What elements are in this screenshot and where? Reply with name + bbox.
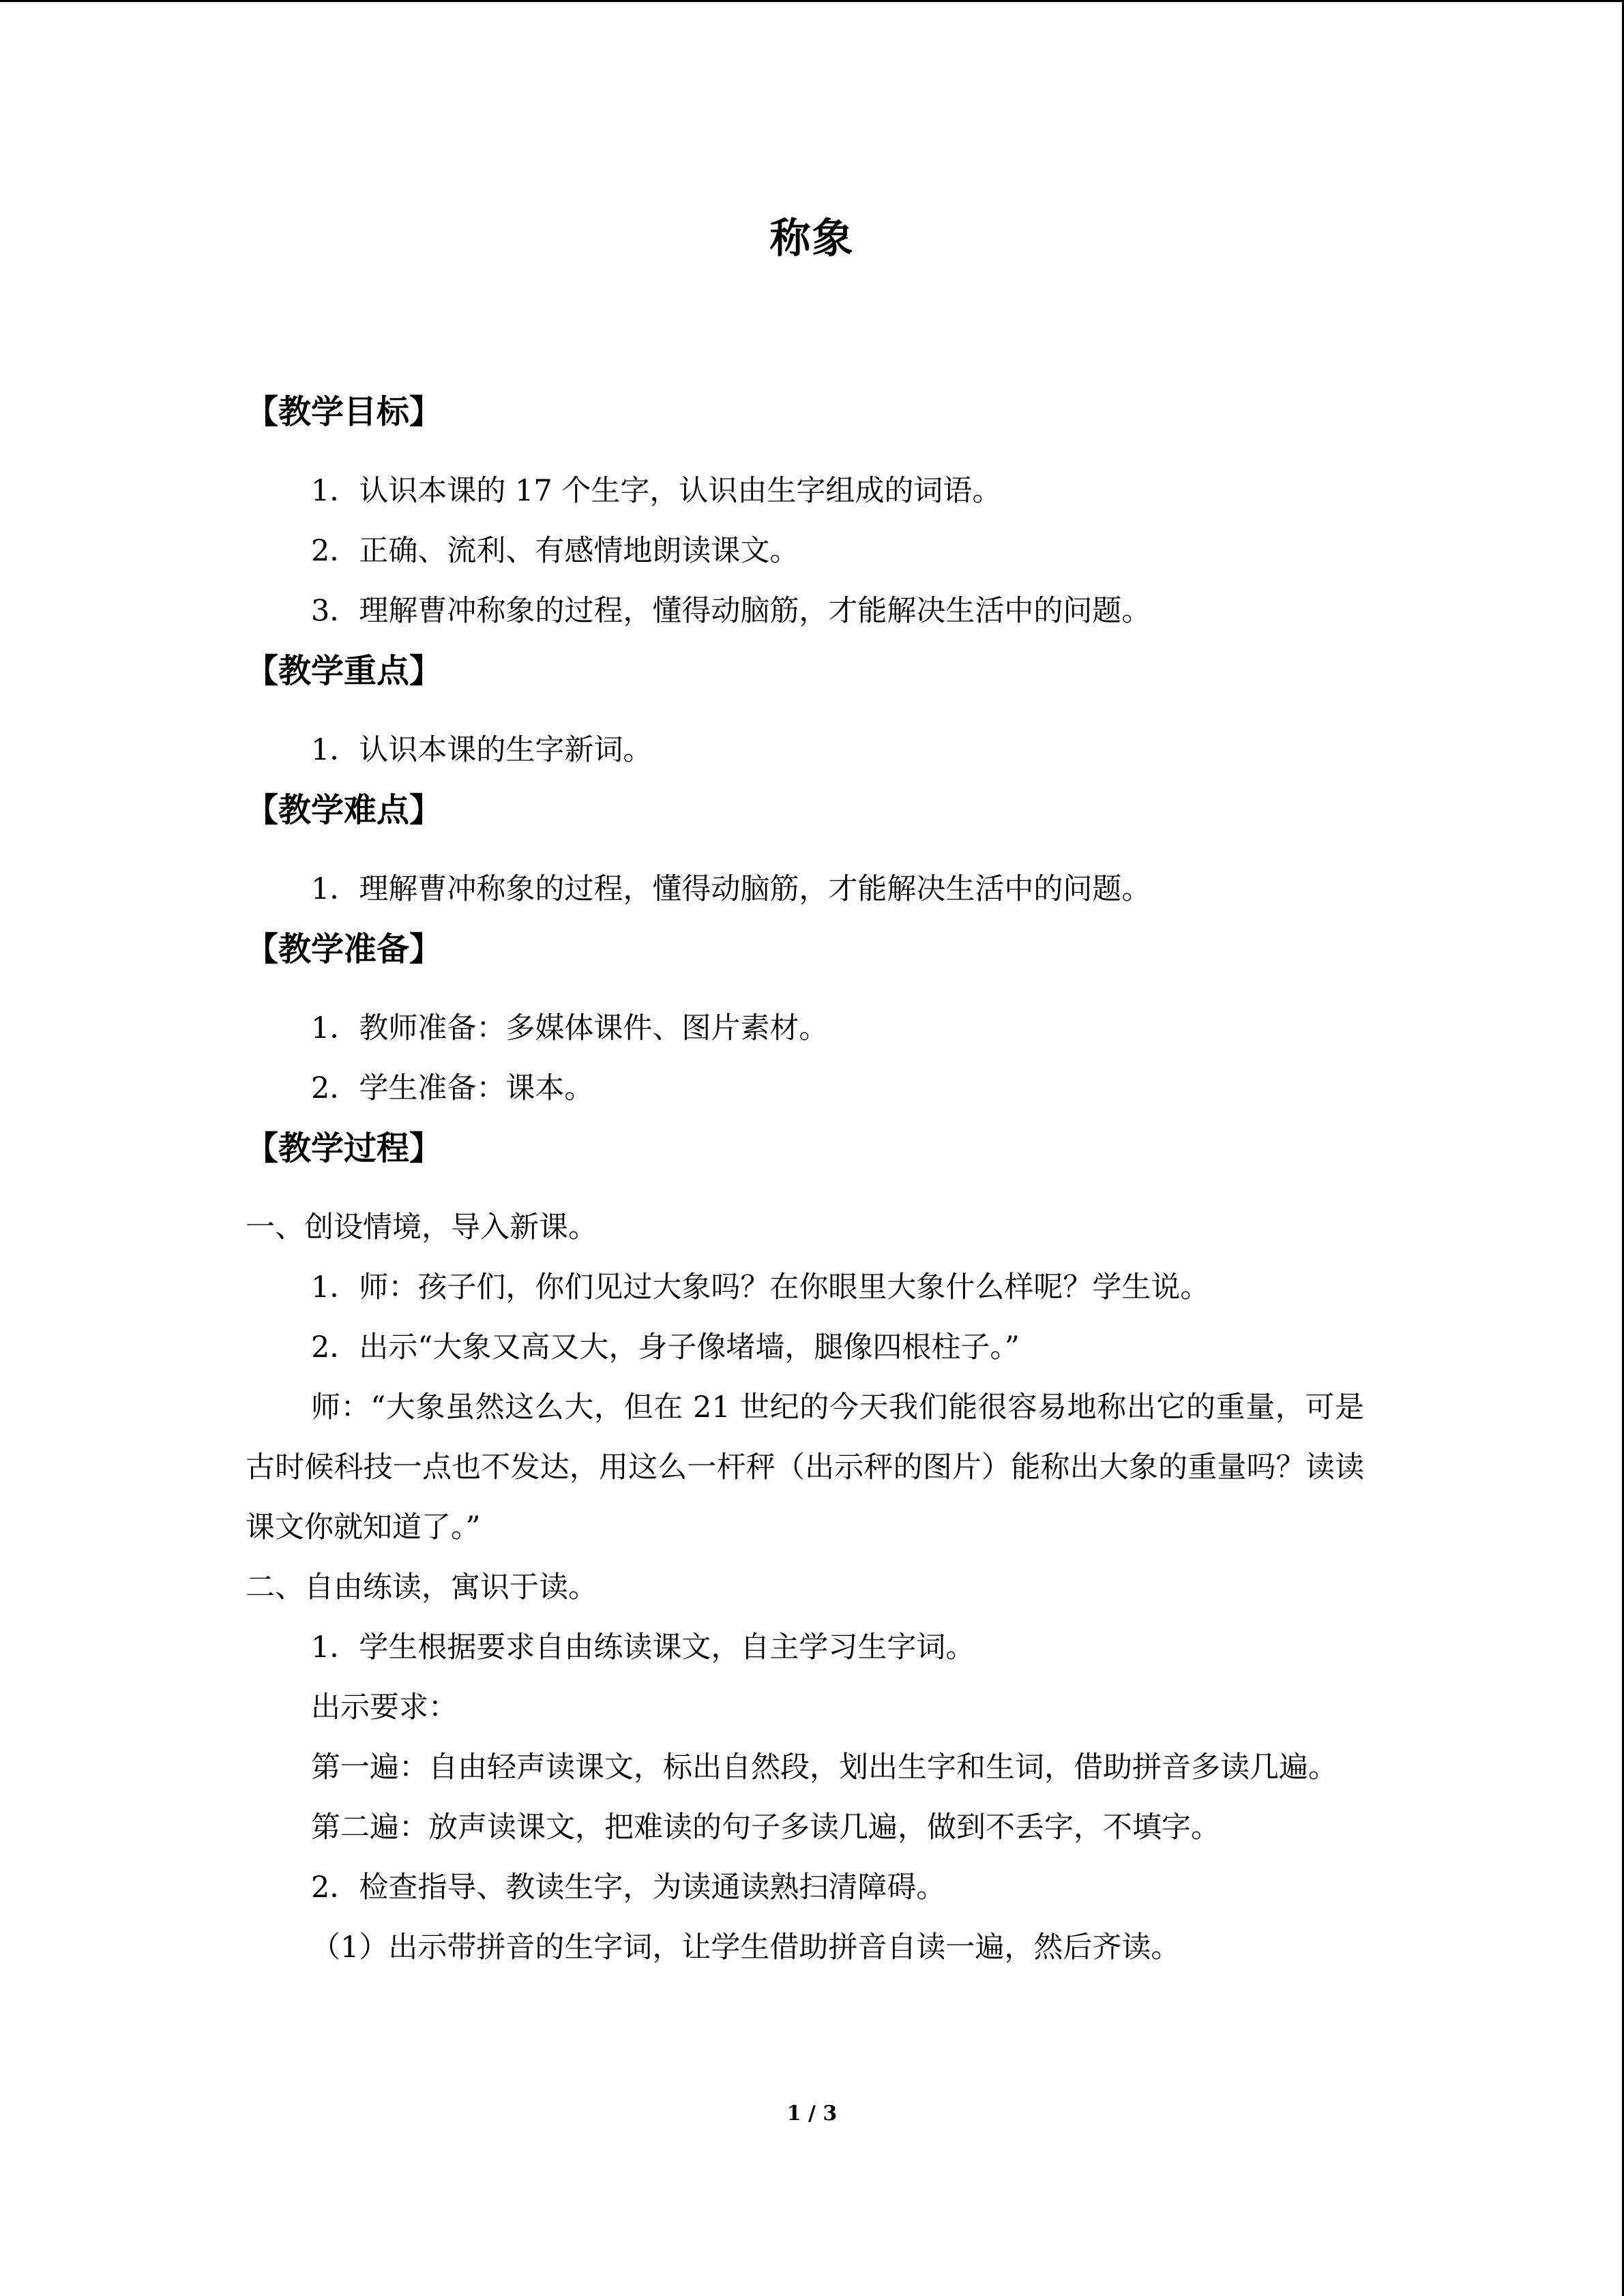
document-body	[246, 382, 1364, 1978]
difficulties-list	[246, 859, 1364, 919]
section-heading-goals: 【教学目标】	[246, 393, 443, 431]
goal-item: 1．认识本课的 17 个生字，认识由生字组成的词语。	[311, 474, 1002, 508]
process-line: 1．师：孩子们，你们见过大象吗？在你眼里大象什么样呢？学生说。	[311, 1270, 1210, 1304]
process-line: 师：“大象虽然这么大，但在 21 世纪的今天我们能很容易地称出它的重量，可是古时候科技一点也不发达，用这么一杆秤（出示秤的图片）能称出大象的重量吗？读读课文你就知道了。”	[246, 1390, 1364, 1545]
process-line: 2．检查指导、教读生字，为读通读熟扫清障碍。	[311, 1870, 946, 1905]
document-title: 称象	[769, 215, 855, 263]
preparation-list	[246, 998, 1364, 1118]
process-body	[246, 1197, 1364, 1978]
section-heading-difficulties: 【教学难点】	[246, 791, 443, 829]
process-line: 出示要求：	[311, 1690, 458, 1725]
section-heading-process: 【教学过程】	[246, 1129, 443, 1167]
page-border-top	[0, 0, 1624, 2]
goal-item: 3．理解曹冲称象的过程，懂得动脑筋，才能解决生活中的问题。	[311, 594, 1151, 628]
process-line: 第二遍：放声读课文，把难读的句子多读几遍，做到不丢字，不填字。	[311, 1810, 1220, 1845]
preparation-item: 1．教师准备：多媒体课件、图片素材。	[311, 1011, 829, 1045]
preparation-item: 2．学生准备：课本。	[311, 1071, 594, 1105]
process-line: 第一遍：自由轻声读课文，标出自然段，划出生字和生词，借助拼音多读几遍。	[311, 1750, 1338, 1785]
process-line: （1）出示带拼音的生字词，让学生借助拼音自读一遍，然后齐读。	[311, 1930, 1181, 1965]
goal-item: 2．正确、流利、有感情地朗读课文。	[311, 534, 799, 568]
process-line: 1．学生根据要求自由练读课文，自主学习生字词。	[311, 1630, 975, 1665]
section-heading-key-points: 【教学重点】	[246, 652, 443, 690]
process-step-heading: 二、自由练读，寓识于读。	[246, 1570, 597, 1605]
section-heading-preparation: 【教学准备】	[246, 930, 443, 968]
page-number: 1 / 3	[786, 2102, 838, 2126]
difficulty-item: 1．理解曹冲称象的过程，懂得动脑筋，才能解决生活中的问题。	[311, 872, 1151, 906]
process-line: 2．出示“大象又高又大，身子像堵墙，腿像四根柱子。”	[311, 1330, 1020, 1365]
process-step-heading: 一、创设情境，导入新课。	[246, 1210, 597, 1244]
key-points-list	[246, 720, 1364, 780]
goals-list	[246, 461, 1364, 641]
key-point-item: 1．认识本课的生字新词。	[311, 733, 653, 767]
